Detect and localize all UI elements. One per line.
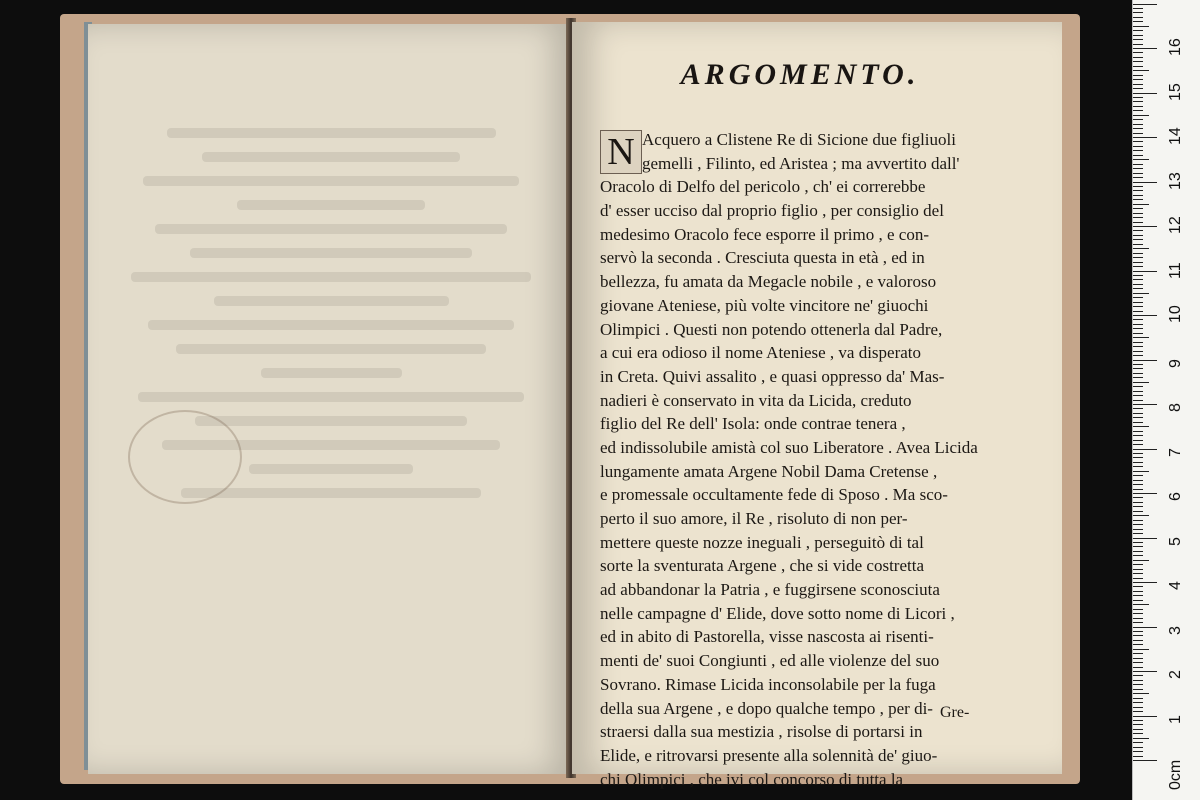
ruler-tick: [1133, 604, 1149, 605]
ruler-tick: [1133, 760, 1157, 761]
ruler-tick: [1133, 204, 1149, 205]
ruler-tick: [1133, 26, 1149, 27]
ruler-tick: [1133, 30, 1143, 31]
text-line: Sovrano. Rimase Licida inconsolabile per la fuga: [600, 674, 936, 694]
ruler-tick: [1133, 288, 1143, 289]
ruler-number: 16: [1167, 38, 1184, 56]
ruler-tick: [1133, 239, 1143, 240]
ruler-tick: [1133, 667, 1143, 668]
ruler-tick: [1133, 133, 1143, 134]
ruler-tick: [1133, 315, 1157, 316]
text-line: ed in abito di Pastorella, visse nascosta ai risenti-: [600, 627, 934, 647]
ruler-tick: [1133, 591, 1143, 592]
ruler-tick: [1133, 542, 1143, 543]
ruler-tick: [1133, 146, 1143, 147]
ruler-tick: [1133, 57, 1143, 58]
ruler-tick: [1133, 266, 1143, 267]
ruler-number: 9: [1167, 358, 1184, 368]
ruler-tick: [1133, 257, 1143, 258]
catchword: Gre-: [940, 704, 970, 721]
ruler-tick: [1133, 48, 1157, 49]
text-line: Olimpici . Questi non potendo ottenerla dal Padre,: [600, 319, 943, 339]
ruler-tick: [1133, 707, 1143, 708]
ruler-tick: [1133, 515, 1149, 516]
ruler-tick: [1133, 404, 1157, 405]
ruler-tick: [1133, 675, 1143, 676]
ruler-tick: [1133, 271, 1157, 272]
ruler-tick: [1133, 484, 1143, 485]
ruler-tick: [1133, 497, 1143, 498]
drop-cap: N: [600, 130, 642, 174]
ruler-tick: [1133, 524, 1143, 525]
ruler-number: 10: [1167, 305, 1184, 323]
text-line: d' esser ucciso dal proprio figlio , per consiglio del: [600, 201, 944, 221]
text-line: medesimo Oracolo fece esporre il primo , e con-: [600, 224, 930, 244]
ruler-tick: [1133, 453, 1143, 454]
ruler-tick: [1133, 377, 1143, 378]
ruler-tick: [1133, 368, 1143, 369]
ruler-tick: [1133, 693, 1149, 694]
ruler-tick: [1133, 355, 1143, 356]
ruler-tick: [1133, 640, 1143, 641]
ruler-number: 13: [1167, 171, 1184, 190]
ruler-tick: [1133, 97, 1143, 98]
ruler-tick: [1133, 208, 1143, 209]
ruler-tick: [1133, 168, 1143, 169]
ruler-tick: [1133, 155, 1143, 156]
ruler-tick: [1133, 164, 1143, 165]
ruler-tick: [1133, 248, 1149, 249]
ruler-tick: [1133, 658, 1143, 659]
ruler-tick: [1133, 600, 1143, 601]
ruler-tick: [1133, 395, 1143, 396]
ruler-tick: [1133, 173, 1143, 174]
ruler-tick: [1133, 253, 1143, 254]
ruler-tick: [1133, 564, 1143, 565]
ruler-tick: [1133, 671, 1157, 672]
ruler-tick: [1133, 293, 1149, 294]
ruler-tick: [1133, 586, 1143, 587]
left-page-show-through: [96, 40, 566, 740]
ruler-tick: [1133, 150, 1143, 151]
text-line: sorte la sventurata Argene , che si vide costretta: [600, 556, 924, 576]
ruler-tick: [1133, 533, 1143, 534]
ruler-tick: [1133, 698, 1143, 699]
ruler-tick: [1133, 444, 1143, 445]
ruler-tick: [1133, 431, 1143, 432]
ruler-tick: [1133, 613, 1143, 614]
text-line: perto il suo amore, il Re , risoluto di non per-: [600, 509, 908, 528]
ruler-tick: [1133, 408, 1143, 409]
ruler-tick: [1133, 546, 1143, 547]
ruler-tick: [1133, 84, 1143, 85]
ruler-tick: [1133, 302, 1143, 303]
body-text: [600, 128, 1006, 791]
text-line: mettere queste nozze ineguali , perseguitò di tal: [600, 532, 924, 552]
ruler-tick: [1133, 506, 1143, 507]
ruler-tick: [1133, 462, 1143, 463]
ruler-tick: [1133, 729, 1143, 730]
ruler-tick: [1133, 595, 1143, 596]
ruler-tick: [1133, 680, 1143, 681]
ruler-tick: [1133, 177, 1143, 178]
ruler-tick: [1133, 417, 1143, 418]
ruler-tick: [1133, 222, 1143, 223]
ruler-tick: [1133, 711, 1143, 712]
text-line: gemelli , Filinto, ed Aristea ; ma avvertito dall': [642, 153, 960, 173]
ruler-tick: [1133, 110, 1143, 111]
ruler-tick: [1133, 217, 1143, 218]
ruler-tick: [1133, 364, 1143, 365]
ruler-tick: [1133, 627, 1157, 628]
text-line: ad abbandonar la Patria , e fuggirsene sconosciuta: [600, 580, 940, 600]
ruler-tick: [1133, 79, 1143, 80]
ruler-tick: [1133, 159, 1149, 160]
ruler-tick: [1133, 631, 1143, 632]
ruler-tick: [1133, 644, 1143, 645]
ruler-number: 3: [1167, 625, 1184, 635]
ruler-tick: [1133, 747, 1143, 748]
ruler-tick: [1133, 182, 1157, 183]
ruler-tick: [1133, 137, 1157, 138]
text-line: lungamente amata Argene Nobil Dama Cretense ,: [600, 461, 938, 481]
ruler-tick: [1133, 337, 1149, 338]
ruler-tick: [1133, 529, 1143, 530]
text-line: a cui era odioso il nome Ateniese , va disperato: [600, 343, 922, 363]
ruler-tick: [1133, 578, 1143, 579]
ruler-tick: [1133, 333, 1143, 334]
ruler-tick: [1133, 141, 1143, 142]
ruler-tick: [1133, 391, 1143, 392]
ruler-tick: [1133, 21, 1143, 22]
ruler-tick: [1133, 422, 1143, 423]
measurement-ruler: [1132, 0, 1200, 800]
ruler-tick: [1133, 756, 1143, 757]
ruler-tick: [1133, 457, 1143, 458]
ruler-tick: [1133, 306, 1143, 307]
ruler-tick: [1133, 426, 1149, 427]
ruler-tick: [1133, 324, 1143, 325]
ruler-tick: [1133, 733, 1143, 734]
ruler-tick: [1133, 684, 1143, 685]
text-line: ed indissolubile amistà col suo Liberatore . Avea Licida: [600, 437, 978, 457]
show-through-title: [96, 60, 566, 114]
ruler-tick: [1133, 511, 1143, 512]
ruler-number: 11: [1167, 261, 1184, 279]
ruler-tick: [1133, 738, 1149, 739]
ruler-tick: [1133, 39, 1143, 40]
ruler-tick: [1133, 190, 1143, 191]
ruler-tick: [1133, 244, 1143, 245]
ruler-tick: [1133, 235, 1143, 236]
ruler-tick: [1133, 262, 1143, 263]
text-line: Acquero a Clistene Re di Sicione due figliuoli: [642, 130, 956, 149]
ruler-tick: [1133, 342, 1143, 343]
ruler-tick: [1133, 751, 1143, 752]
ruler-tick: [1133, 471, 1149, 472]
ruler-tick: [1133, 609, 1143, 610]
ruler-tick: [1133, 618, 1143, 619]
ruler-tick: [1133, 440, 1143, 441]
ruler-number: 8: [1167, 403, 1184, 412]
ruler-tick: [1133, 101, 1143, 102]
text-line: Oracolo di Delfo del pericolo , ch' ei correrebbe: [600, 177, 926, 197]
ruler-tick: [1133, 480, 1143, 481]
library-stamp-shadow: [128, 410, 242, 504]
ruler-tick: [1133, 88, 1143, 89]
ruler-tick: [1133, 573, 1143, 574]
ruler-tick: [1133, 555, 1143, 556]
ruler-tick: [1133, 502, 1143, 503]
ruler-tick: [1133, 520, 1143, 521]
ruler-tick: [1133, 466, 1143, 467]
text-line: in Creta. Quivi assalito , e quasi oppresso da' Mas-: [600, 366, 945, 386]
ruler-tick: [1133, 716, 1157, 717]
ruler-tick: [1133, 373, 1143, 374]
ruler-tick: [1133, 702, 1143, 703]
ruler-tick: [1133, 475, 1143, 476]
ruler-tick: [1133, 653, 1143, 654]
ruler-tick: [1133, 75, 1143, 76]
page-heading: ARGOMENTO.: [680, 58, 920, 91]
ruler-tick: [1133, 35, 1143, 36]
ruler-number: 6: [1167, 492, 1184, 501]
text-line: giovane Ateniese, più volte vincitore ne' giuochi: [600, 295, 929, 315]
ruler-number: 5: [1167, 536, 1184, 546]
ruler-tick: [1133, 115, 1149, 116]
ruler-tick: [1133, 226, 1157, 227]
ruler-tick: [1133, 346, 1143, 347]
ruler-tick: [1133, 351, 1143, 352]
ruler-tick: [1133, 17, 1143, 18]
ruler-number: 14: [1167, 127, 1184, 145]
ruler-tick: [1133, 413, 1143, 414]
ruler-tick: [1133, 582, 1157, 583]
ruler-number: 7: [1167, 447, 1184, 457]
ruler-tick: [1133, 560, 1149, 561]
ruler-tick: [1133, 435, 1143, 436]
ruler-tick: [1133, 52, 1143, 53]
ruler-number: 2: [1167, 670, 1184, 679]
ruler-tick: [1133, 360, 1157, 361]
ruler-tick: [1133, 319, 1143, 320]
ruler-tick: [1133, 622, 1143, 623]
ruler-zero-label: 0cm: [1167, 759, 1184, 790]
ruler-tick: [1133, 493, 1157, 494]
ruler-tick: [1133, 297, 1143, 298]
ruler-tick: [1133, 128, 1143, 129]
text-line: servò la seconda . Cresciuta questa in età , ed in: [600, 248, 925, 268]
ruler-tick: [1133, 70, 1149, 71]
text-line: nadieri è conservato in vita da Licida, creduto: [600, 390, 912, 410]
ruler-tick: [1133, 44, 1143, 45]
ruler-tick: [1133, 551, 1143, 552]
ruler-tick: [1133, 124, 1143, 125]
ruler-tick: [1133, 93, 1157, 94]
ruler-tick: [1133, 386, 1143, 387]
ruler-tick: [1133, 106, 1143, 107]
text-line: della sua Argene , e dopo qualche tempo , per di-: [600, 698, 933, 718]
text-line: chi Olimpici , che ivi col concorso di tutta la: [600, 769, 904, 789]
text-line: straersi dalla sua mestizia , risolse di portarsi in: [600, 722, 923, 742]
ruler-tick: [1133, 724, 1143, 725]
ruler-tick: [1133, 449, 1157, 450]
text-line: e promessale occultamente fede di Sposo . Ma sco-: [600, 485, 948, 505]
ruler-tick: [1133, 275, 1143, 276]
ruler-tick: [1133, 311, 1143, 312]
ruler-tick: [1133, 12, 1143, 13]
ruler-tick: [1133, 538, 1157, 539]
ruler-tick: [1133, 635, 1143, 636]
ruler-number: 12: [1167, 216, 1184, 234]
ruler-tick: [1133, 4, 1157, 5]
ruler-tick: [1133, 662, 1143, 663]
ruler-tick: [1133, 279, 1143, 280]
ruler-tick: [1133, 328, 1143, 329]
ruler-tick: [1133, 119, 1143, 120]
ruler-tick: [1133, 382, 1149, 383]
ruler-tick: [1133, 213, 1143, 214]
ruler-tick: [1133, 199, 1143, 200]
ruler-tick: [1133, 689, 1143, 690]
ruler-tick: [1133, 195, 1143, 196]
ruler-number: 15: [1167, 82, 1184, 101]
ruler-tick: [1133, 8, 1143, 9]
text-line: Elide, e ritrovarsi presente alla solennità de' giuo-: [600, 745, 938, 765]
ruler-tick: [1133, 742, 1143, 743]
text-line: figlio del Re dell' Isola: onde contrae tenera ,: [600, 414, 906, 434]
ruler-tick: [1133, 284, 1143, 285]
text-line: menti de' suoi Congiunti , ed alle violenze del suo: [600, 651, 940, 671]
ruler-tick: [1133, 61, 1143, 62]
ruler-tick: [1133, 489, 1143, 490]
ruler-tick: [1133, 186, 1143, 187]
ruler-tick: [1133, 649, 1149, 650]
ruler-tick: [1133, 66, 1143, 67]
text-line: bellezza, fu amata da Megacle nobile , e valoroso: [600, 272, 937, 292]
text-line: nelle campagne d' Elide, dove sotto nome di Licori ,: [600, 603, 955, 623]
ruler-number: 4: [1167, 581, 1184, 590]
ruler-number: 1: [1167, 714, 1184, 724]
ruler-tick: [1133, 400, 1143, 401]
ruler-tick: [1133, 720, 1143, 721]
ruler-tick: [1133, 230, 1143, 231]
ruler-tick: [1133, 569, 1143, 570]
